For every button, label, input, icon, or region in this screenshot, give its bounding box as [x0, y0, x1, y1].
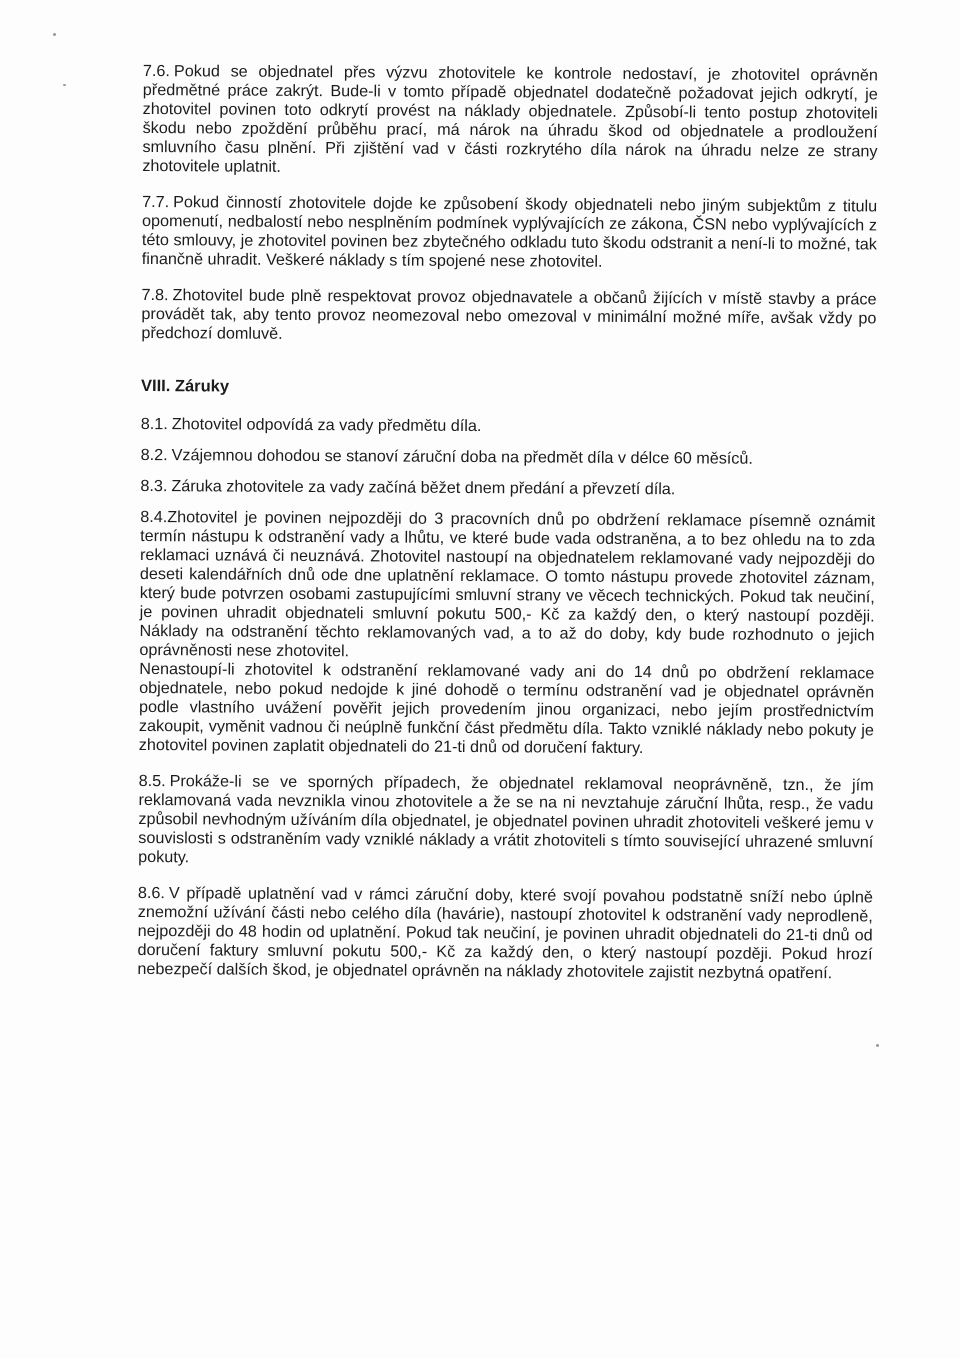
paragraph-text: Zhotovitel odpovídá za vady předmětu díla. — [171, 415, 482, 436]
paragraph-number: 7.8. — [141, 285, 169, 305]
paragraph-8-5 — [138, 772, 874, 871]
paragraph-text: Zhotovitel bude plně respektovat provoz objednavatele a občanů žijících v místě stavby a práce provádět tak, aby tento provoz neomezoval nebo omezoval v minimální možné míře, avšak vždy po předchozí domluvě. — [141, 286, 877, 343]
paragraph-text: Zhotovitel je povinen nejpozději do 3 pracovních dnů po obdržení reklamace písemně oznámit termín nástupu k odstranění vady a lhůtu, ve které bude vada odstraněna, a to bez ohledu na to zda reklamaci uznává či neuznává. Zhotovitel nastoupí na objednatelem reklamované vady nejpozději do deseti kalendářních dnů ode dne uplatnění reklamace. O tomto nástupu provede zhotovitel záznam, který bude potvrzen osobami zastupujícími smluvní strany ve věcech technických. Pokud tak neučiní, je povinen uhradit objednateli smluvní pokutu 500,- Kč za každý den, o který nastoupí později. Náklady na odstranění těchto reklamovaných vad, a to až do doby, kdy bude rozhodnuto o jejich oprávněnosti nese zhotovitel. — [139, 508, 876, 661]
paragraph-number: 8.4. — [140, 507, 168, 527]
paragraph-8-1 — [141, 415, 876, 438]
paragraph-8-3 — [140, 477, 875, 500]
paragraph-number: 8.6. — [137, 883, 165, 903]
paragraph-number: 7.7. — [142, 192, 170, 212]
paragraph-8-2 — [141, 446, 876, 469]
paragraph-number: 8.1. — [140, 414, 168, 434]
paragraph-8-4-continuation — [139, 660, 875, 759]
paragraph-number: 8.3. — [140, 476, 168, 496]
paragraph-text: Záruka zhotovitele za vady začíná běžet dnem předání a převzetí díla. — [171, 477, 676, 499]
paragraph-text: Pokud se objednatel přes výzvu zhotovitele ke kontrole nedostaví, je zhotovitel oprávněn předmětné práce zakrýt. Bude-li v tomto případě objednatel dodatečně požadovat jejich odkrytí, je zhotovitel povinen toto odkrytí provést na náklady objednatele. Způsobí-li tento postup zhotoviteli škodu nebo zpoždění průběhu prací, má nárok na úhradu škod od objednatele a prodloužení smluvního času plnění. Při zjištění vad v části rozkrytého díla nárok na úhradu nelze ze strany zhotovitele uplatnit. — [142, 62, 878, 176]
paragraph-text: V případě uplatnění vad v rámci záruční doby, které svojí povahou podstatně sníží nebo úplně znemožní užívání části nebo celého díla (havárie), nastoupí zhotovitel k odstranění vady neprodleně, nejpozději do 48 hodin od uplatnění. Pokud tak neučiní, je povinen uhradit objednateli do 21-ti dnů od doručení faktury smluvní pokutu 500,- Kč za každý den, o který nastoupí později. Pokud hrozí nebezpečí dalších škod, je objednatel oprávněn na náklady zhotovitele zajistit nezbytná opatření. — [137, 884, 873, 983]
scan-speck — [876, 1044, 879, 1047]
scan-speck — [53, 33, 56, 36]
paragraph-text: Nenastoupí-li zhotovitel k odstranění reklamované vady ani do 14 dnů po obdržení reklamace objednatele, nebo pokud nedojde k jiné dohodě o termínu odstranění vad je objednatel oprávněn podle vlastního uvážení pověřit jejich provedením jinou organizaci, nebo jejím prostřednictvím zakoupit, vyměnit vadnou či neúplně funkční část předmětu díla. Takto vzniklé náklady nebo pokuty je zhotovitel povinen zaplatit objednateli do 21-ti dnů od doručení faktury. — [138, 659, 875, 758]
scan-speck — [63, 84, 66, 86]
paragraph-text: Vzájemnou dohodou se stanoví záruční doba na předmět díla v délce 60 měsíců. — [171, 446, 753, 468]
paragraph-text: Prokáže-li se ve sporných případech, že objednatel reklamoval neoprávněně, tzn., že jím reklamovaná vada nevznikla vinou zhotovitele a že se na ni nevztahuje záruční lhůta, resp., že vadu způsobil nevhodným užíváním díla objednatel, je objednatel povinen uhradit zhotoviteli veškeré jemu v souvislosti s odstraněním vady vzniklé náklady a vrátit zhotoviteli s tímto související uhrazené smluvní pokuty. — [138, 772, 874, 867]
paragraph-8-6 — [137, 884, 873, 983]
paragraph-number: 8.2. — [140, 445, 168, 465]
paragraph-number: 7.6. — [142, 62, 171, 81]
paragraph-7-6 — [142, 62, 878, 180]
paragraph-text: Pokud činností zhotovitele dojde ke způsobení škody objednateli nebo jiným subjektům z titulu opomenutí, nedbalostí nebo nesplněním podmínek vyplývajících ze zákona, ČSN nebo vyplývajících z této smlouvy, je zhotovitel povinen bez zbytečného odkladu tuto škodu odstranit a není-li to možné, tak finančně uhradit. Veškeré náklady s tím spojené nese zhotovitel. — [141, 193, 878, 271]
document-body — [137, 62, 878, 1000]
paragraph-number: 8.5. — [138, 771, 166, 791]
paragraph-7-8 — [141, 286, 876, 347]
section-heading: VIII. Záruky — [140, 376, 230, 396]
paragraph-7-7 — [142, 193, 877, 273]
paragraph-8-4 — [139, 508, 875, 664]
